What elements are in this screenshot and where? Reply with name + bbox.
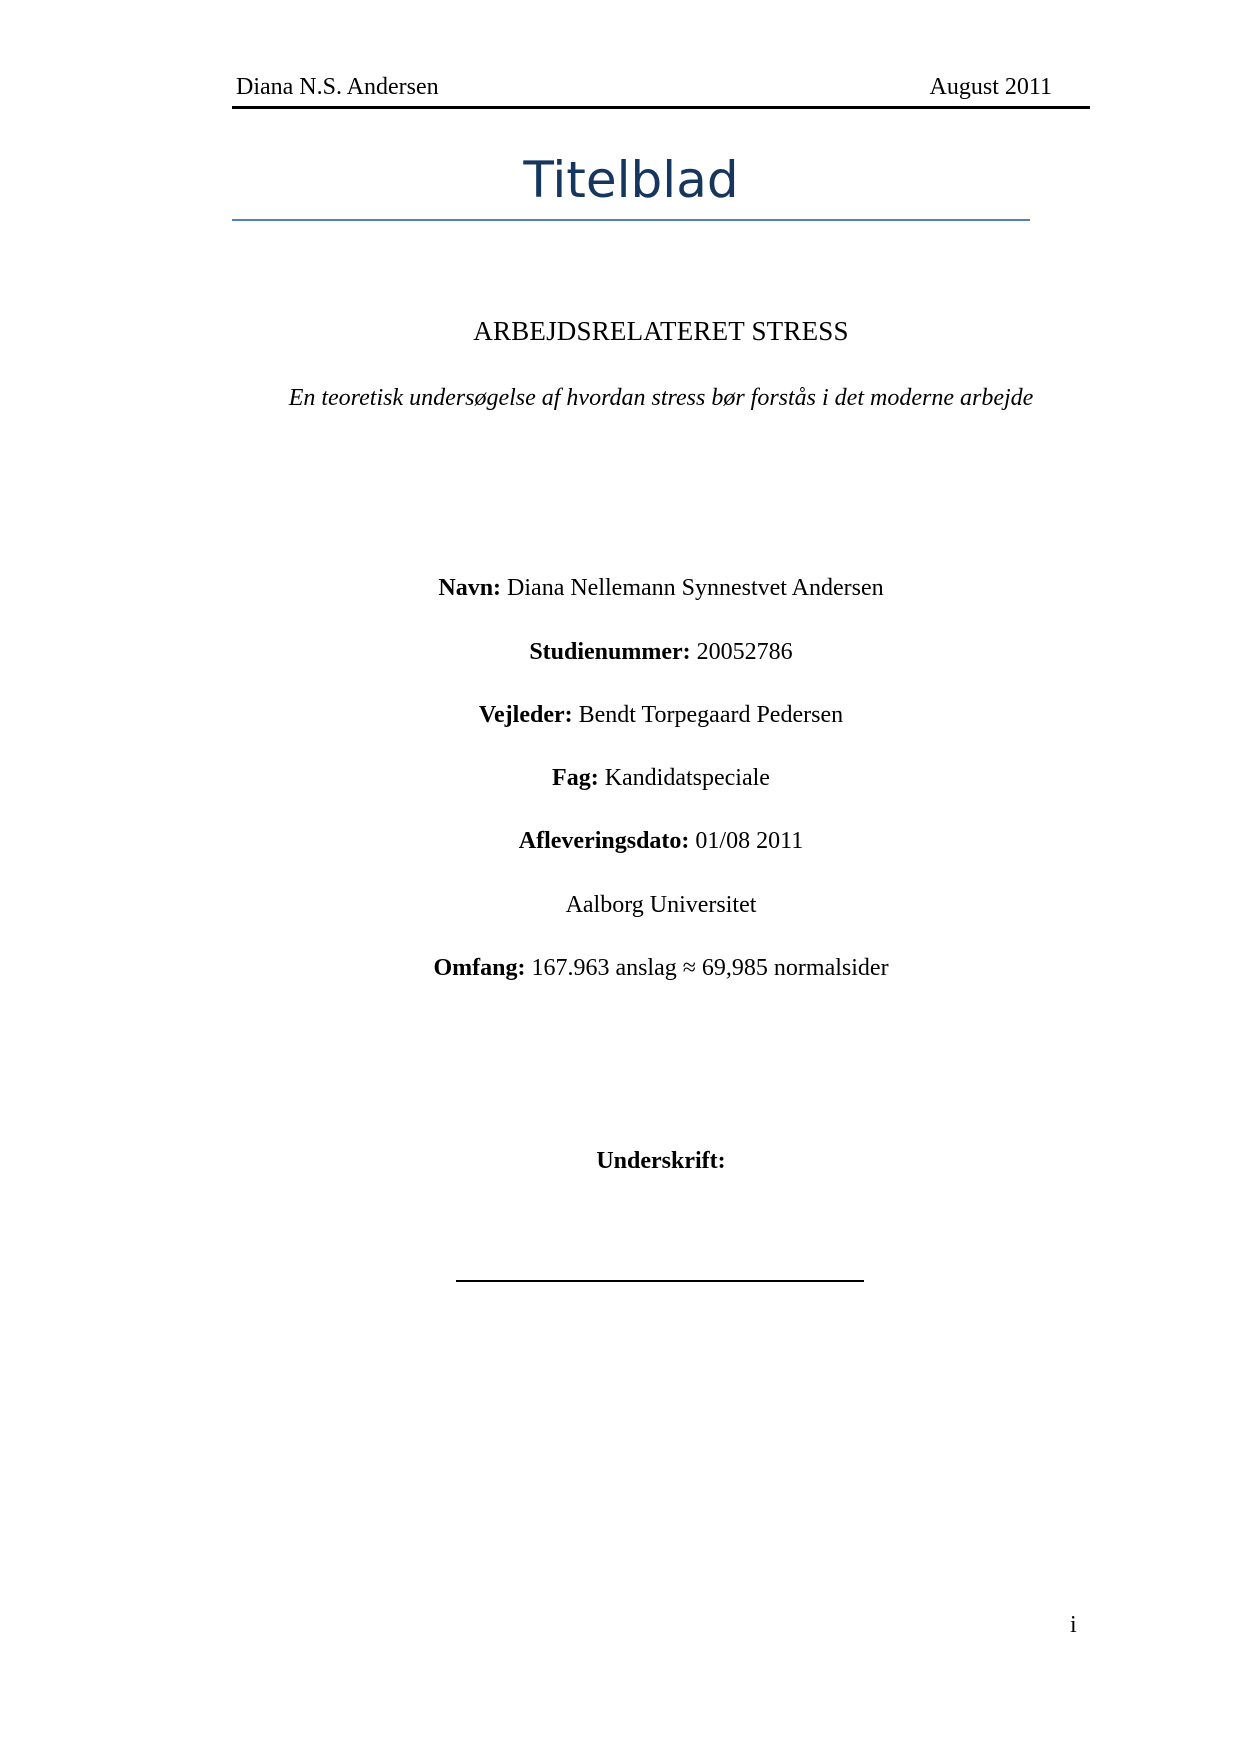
page-number: i <box>1070 1612 1077 1638</box>
submission-date-value: 01/08 2011 <box>689 828 804 854</box>
name-line <box>232 575 1090 602</box>
signature-line <box>456 1280 864 1282</box>
thesis-title: ARBEJDSRELATERET STRESS <box>473 316 849 346</box>
page-header <box>232 72 1090 109</box>
signature-label: Underskrift: <box>596 1148 726 1174</box>
subject-value: Kandidatspeciale <box>598 765 770 791</box>
submission-date-line <box>232 828 1090 855</box>
scope-line <box>232 955 1090 982</box>
subject-label: Fag: <box>552 765 599 791</box>
subject-line <box>232 765 1090 792</box>
name-label: Navn: <box>438 575 502 601</box>
university-line: Aalborg Universitet <box>565 892 757 918</box>
name-value: Diana Nellemann Synnestvet Andersen <box>501 575 884 601</box>
student-number-label: Studienummer: <box>529 639 691 665</box>
scope-value: 167.963 anslag ≈ 69,985 normalsider <box>525 955 889 981</box>
student-number-line <box>232 639 1090 666</box>
supervisor-line <box>232 702 1090 729</box>
page-title: Titelblad <box>232 146 1030 221</box>
supervisor-value: Bendt Torpegaard Pedersen <box>572 702 844 728</box>
submission-date-label: Afleveringsdato: <box>518 828 690 854</box>
thesis-subtitle: En teoretisk undersøgelse af hvordan stress bør forstås i det moderne arbejde <box>288 385 1034 411</box>
student-number-value: 20052786 <box>690 639 793 665</box>
header-date: August 2011 <box>929 74 1052 100</box>
scope-label: Omfang: <box>433 955 526 981</box>
supervisor-label: Vejleder: <box>478 702 573 728</box>
header-author: Diana N.S. Andersen <box>236 74 439 100</box>
